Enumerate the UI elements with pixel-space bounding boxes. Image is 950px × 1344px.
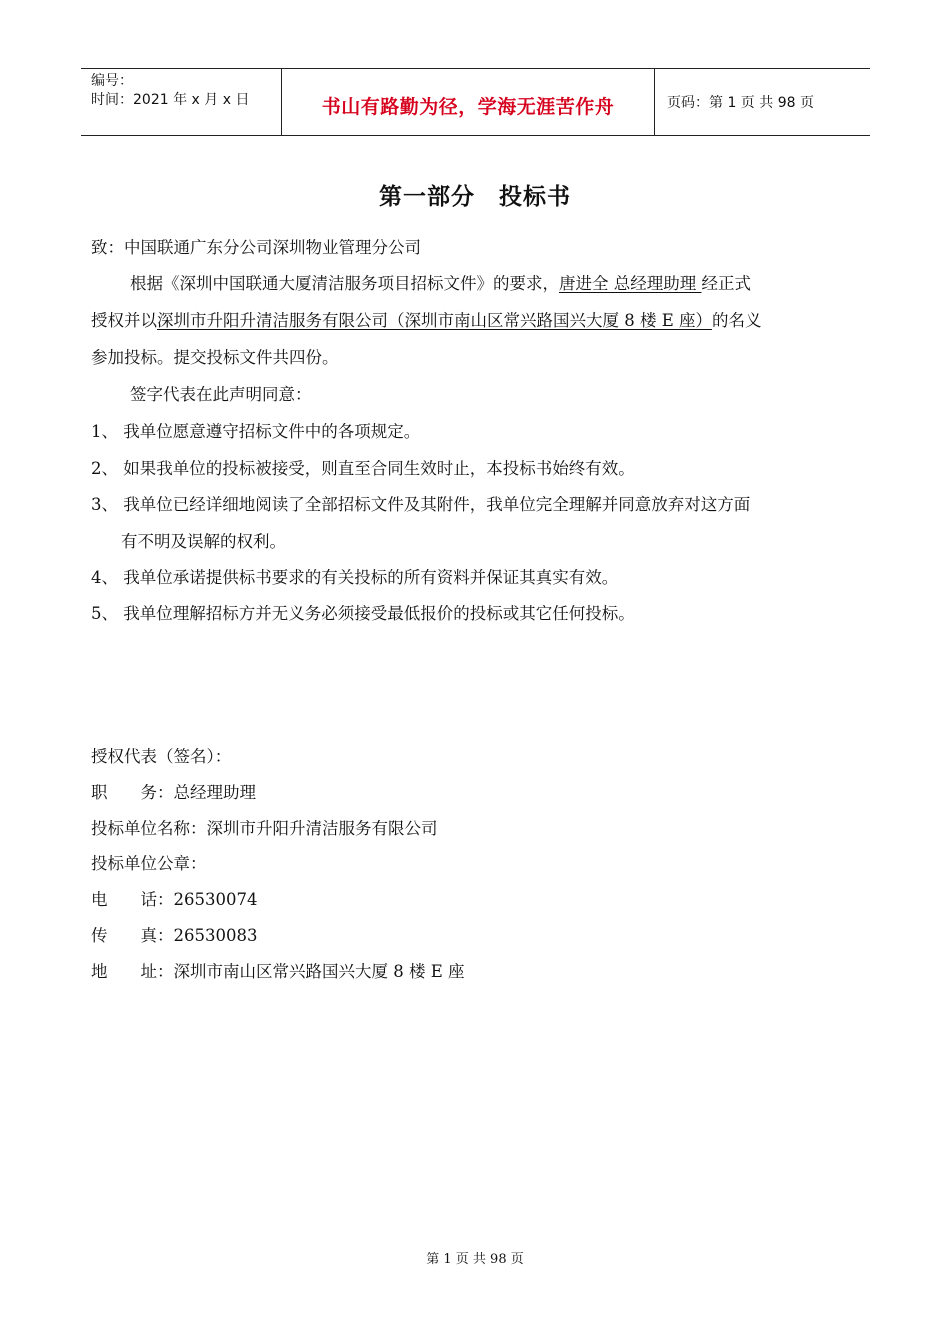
- intro-text-c: 授权并以: [91, 311, 157, 330]
- signature-fax: 传 真：26530083: [91, 926, 258, 945]
- declaration-item: 4、 我单位承诺提供标书要求的有关投标的所有资料并保证其真实有效。: [91, 568, 619, 587]
- header-meta: [81, 69, 282, 135]
- header-motto-cell: [282, 69, 655, 135]
- document-number-label: 编号：: [91, 73, 133, 89]
- addressee: 致：中国联通广东分公司深圳物业管理分公司: [91, 238, 421, 257]
- signature-rep: 授权代表（签名）：: [91, 747, 232, 766]
- signer-name: 唐进全 总经理助理: [559, 274, 702, 293]
- intro-text-d: 的名义: [712, 311, 762, 330]
- signature-position: 职 务：总经理助理: [91, 783, 256, 802]
- declaration-item: 3、 我单位已经详细地阅读了全部招标文件及其附件，我单位完全理解并同意放弃对这方面: [91, 495, 751, 514]
- document-time: 时间：2021 年 x 月 x 日: [91, 92, 250, 108]
- intro-line-3: 参加投标。提交投标文件共四份。: [91, 348, 339, 367]
- declaration-item: 2、 如果我单位的投标被接受，则直至合同生效时止，本投标书始终有效。: [91, 459, 635, 478]
- header-page-info: [655, 69, 870, 135]
- page-count: 页码：第 1 页 共 98 页: [667, 95, 814, 111]
- header-motto: 书山有路勤为径，学海无涯苦作舟: [321, 95, 615, 118]
- declaration-item: 5、 我单位理解招标方并无义务必须接受最低报价的投标或其它任何投标。: [91, 604, 635, 623]
- declaration-intro: 签字代表在此声明同意：: [130, 385, 312, 404]
- signature-seal: 投标单位公章：: [91, 854, 207, 873]
- declaration-item-continued: 有不明及误解的权利。: [121, 532, 286, 551]
- intro-text-a: 根据《深圳中国联通大厦清洁服务项目招标文件》的要求，: [130, 274, 559, 293]
- page-title: 第一部分 投标书: [379, 184, 571, 210]
- signature-company: 投标单位名称：深圳市升阳升清洁服务有限公司: [91, 819, 438, 838]
- page-header: [81, 68, 870, 136]
- bidder-company: 深圳市升阳升清洁服务有限公司（深圳市南山区常兴路国兴大厦 8 楼 E 座）: [157, 311, 713, 330]
- declaration-item: 1、 我单位愿意遵守招标文件中的各项规定。: [91, 422, 421, 441]
- signature-address: 地 址：深圳市南山区常兴路国兴大厦 8 楼 E 座: [91, 962, 465, 981]
- intro-text-b: 经正式: [701, 274, 751, 293]
- intro-line-1: [130, 270, 751, 294]
- page-footer: 第 1 页 共 98 页: [426, 1252, 524, 1267]
- signature-phone: 电 话：26530074: [91, 890, 258, 909]
- intro-line-2: [91, 307, 762, 331]
